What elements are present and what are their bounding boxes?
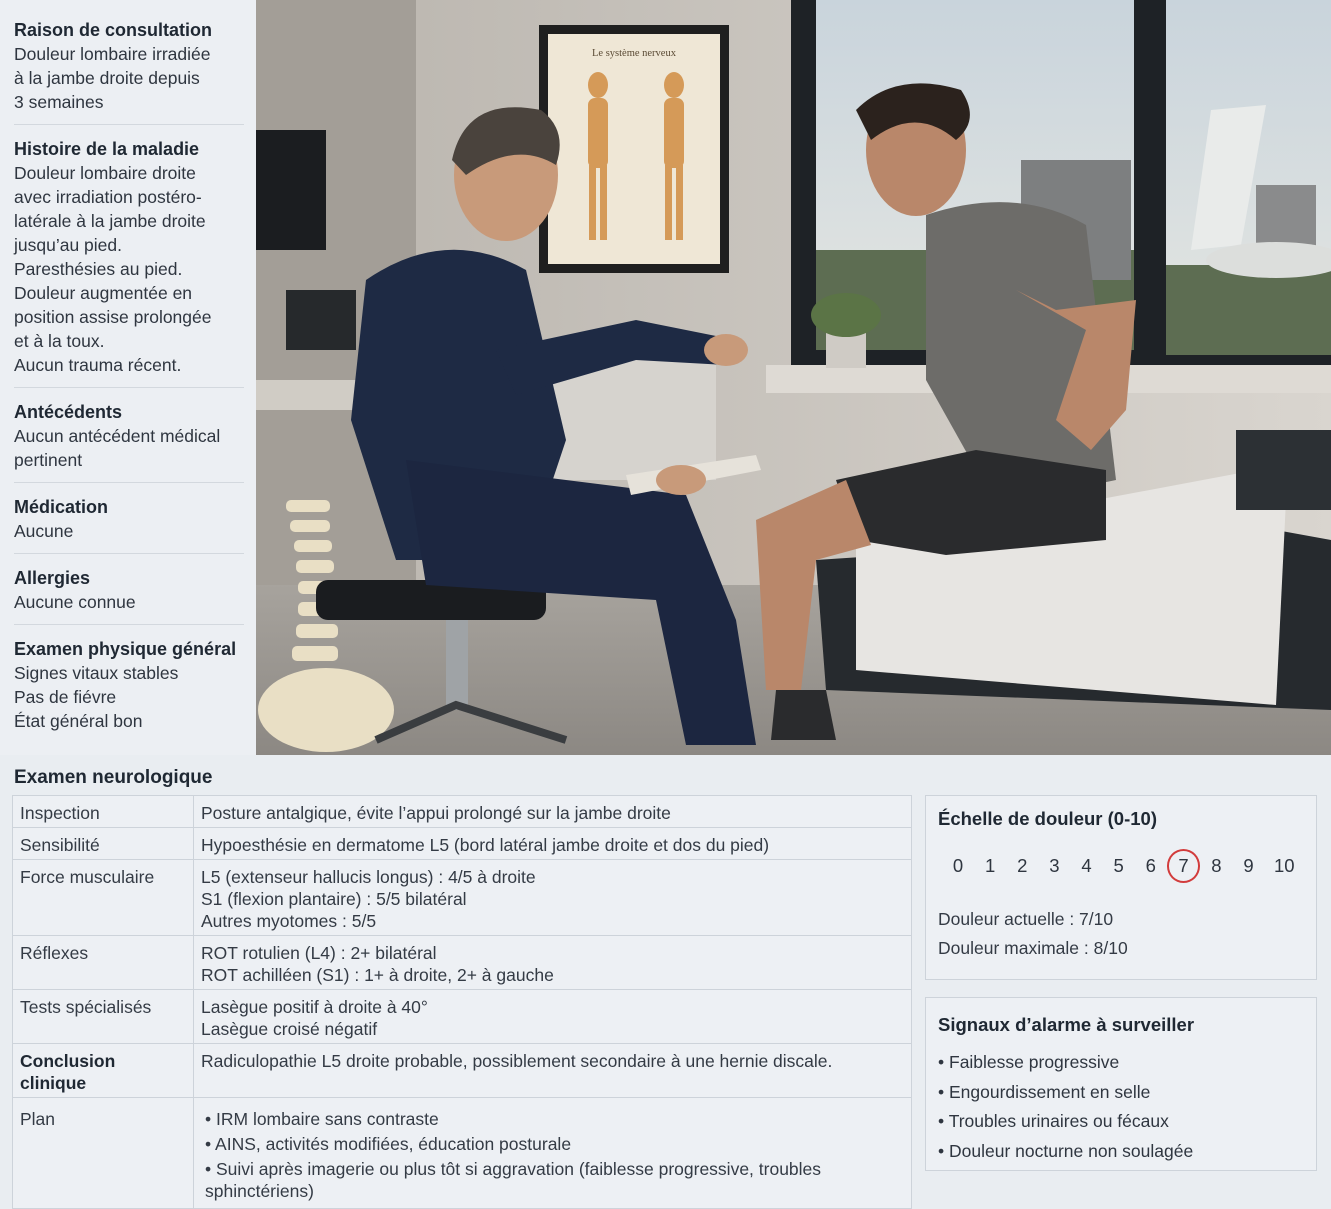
row-value <box>194 1044 912 1098</box>
section-line: position assise prolongée <box>14 307 212 327</box>
row-label: Sensibilité <box>13 828 194 860</box>
section-line: Paresthésies au pied. <box>14 259 183 279</box>
section-raison-consultation <box>14 14 244 125</box>
value-line: Lasègue positif à droite à 40° <box>201 997 428 1017</box>
row-value <box>194 796 912 828</box>
section-antecedents <box>14 388 244 483</box>
section-line: Douleur lombaire irradiée <box>14 44 211 64</box>
section-allergies <box>14 554 244 625</box>
section-title: Raison de consultation <box>14 20 213 40</box>
value-line: L5 (extenseur hallucis longus) : 4/5 à droite <box>201 867 536 887</box>
row-value <box>194 990 912 1044</box>
pain-scale-title: Échelle de douleur (0-10) <box>938 808 1157 829</box>
section-histoire-maladie <box>14 125 244 388</box>
section-line: État général bon <box>14 711 143 731</box>
section-line: Pas de fiévre <box>14 687 117 707</box>
section-line: à la jambe droite depuis <box>14 68 200 88</box>
pain-scale-value: 4 <box>1081 855 1092 876</box>
section-medication <box>14 483 244 554</box>
alarm-signs-list <box>938 1048 1304 1166</box>
section-title: Médication <box>14 497 109 517</box>
row-value <box>194 1098 912 1209</box>
row-label: Inspection <box>13 796 194 828</box>
table-row <box>13 990 912 1044</box>
section-line: 3 semaines <box>14 92 104 112</box>
section-title: Allergies <box>14 568 91 588</box>
row-value <box>194 860 912 936</box>
section-line: Aucun trauma récent. <box>14 355 182 375</box>
alarm-signs-title: Signaux d’alarme à surveiller <box>938 1014 1195 1035</box>
value-line: S1 (flexion plantaire) : 5/5 bilatéral <box>201 889 467 909</box>
pain-scale-value: 1 <box>985 855 996 876</box>
table-row <box>13 1044 912 1098</box>
pain-scale-value: 3 <box>1049 855 1060 876</box>
consultation-photo <box>256 0 1331 755</box>
row-label: Force musculaire <box>13 860 194 936</box>
neuro-exam-table <box>12 795 912 1209</box>
pain-scale-value: 6 <box>1145 855 1156 876</box>
table-row <box>13 796 912 828</box>
row-value <box>194 936 912 990</box>
plan-item: • Suivi après imagerie ou plus tôt si aggravation (faiblesse progressive, troubles sphinctériens) <box>201 1158 903 1202</box>
table-row <box>13 936 912 990</box>
value-line: Hypoesthésie en dermatome L5 (bord latéral jambe droite et dos du pied) <box>201 835 770 855</box>
max-pain: Douleur maximale : 8/10 <box>938 938 1128 958</box>
pain-scale-value: 5 <box>1113 855 1124 876</box>
section-line: Douleur lombaire droite <box>14 163 196 183</box>
pain-scale <box>942 849 1304 883</box>
section-examen-physique <box>14 625 244 743</box>
row-value <box>194 828 912 860</box>
row-label: Plan <box>13 1098 194 1209</box>
section-line: et à la toux. <box>14 331 105 351</box>
neurological-exam-area <box>0 755 1331 1201</box>
section-line: jusqu’au pied. <box>14 235 122 255</box>
plan-item: • IRM lombaire sans contraste <box>201 1108 903 1130</box>
pain-scale-value: 9 <box>1243 855 1254 876</box>
poster-title: Le système nerveux <box>592 48 676 59</box>
pain-scale-value: 2 <box>1017 855 1028 876</box>
neuro-exam-title: Examen neurologique <box>14 767 213 788</box>
list-item: • Troubles urinaires ou fécaux <box>938 1107 1304 1137</box>
section-line: Aucun antécédent médical <box>14 426 221 446</box>
value-line: ROT rotulien (L4) : 2+ bilatéral <box>201 943 437 963</box>
table-row <box>13 1098 912 1209</box>
section-line: latérale à la jambe droite <box>14 211 206 231</box>
section-title: Antécédents <box>14 402 123 422</box>
pain-scale-value: 10 <box>1273 855 1295 876</box>
list-item: • Faiblesse progressive <box>938 1048 1304 1078</box>
plan-item: • AINS, activités modifiées, éducation posturale <box>201 1133 903 1155</box>
current-pain: Douleur actuelle : 7/10 <box>938 909 1114 929</box>
pain-scale-value: 0 <box>952 855 964 876</box>
section-title: Histoire de la maladie <box>14 139 200 159</box>
pain-scale-value: 8 <box>1211 855 1222 876</box>
value-line: Posture antalgique, évite l’appui prolongé sur la jambe droite <box>201 803 671 823</box>
row-label: Réflexes <box>13 936 194 990</box>
value-line: ROT achilléen (S1) : 1+ à droite, 2+ à gauche <box>201 965 554 985</box>
clinical-history-panel <box>0 0 256 755</box>
list-item: • Engourdissement en selle <box>938 1078 1304 1108</box>
section-line: Aucune connue <box>14 592 136 612</box>
list-item: • Douleur nocturne non soulagée <box>938 1137 1304 1167</box>
value-line: Radiculopathie L5 droite probable, possiblement secondaire à une hernie discale. <box>201 1051 833 1071</box>
pain-scale-value-selected: 7 <box>1167 849 1201 883</box>
table-row <box>13 828 912 860</box>
pain-scale-card <box>925 795 1317 980</box>
section-title: Examen physique général <box>14 639 237 659</box>
section-line: Aucune <box>14 521 74 541</box>
value-line: Autres myotomes : 5/5 <box>201 911 377 931</box>
table-row <box>13 860 912 936</box>
alarm-signs-card <box>925 997 1317 1171</box>
row-label: Conclusion clinique <box>13 1044 194 1098</box>
row-label: Tests spécialisés <box>13 990 194 1044</box>
section-line: Signes vitaux stables <box>14 663 179 683</box>
section-line: Douleur augmentée en <box>14 283 193 303</box>
section-line: pertinent <box>14 450 83 470</box>
section-line: avec irradiation postéro- <box>14 187 202 207</box>
value-line: Lasègue croisé négatif <box>201 1019 378 1039</box>
